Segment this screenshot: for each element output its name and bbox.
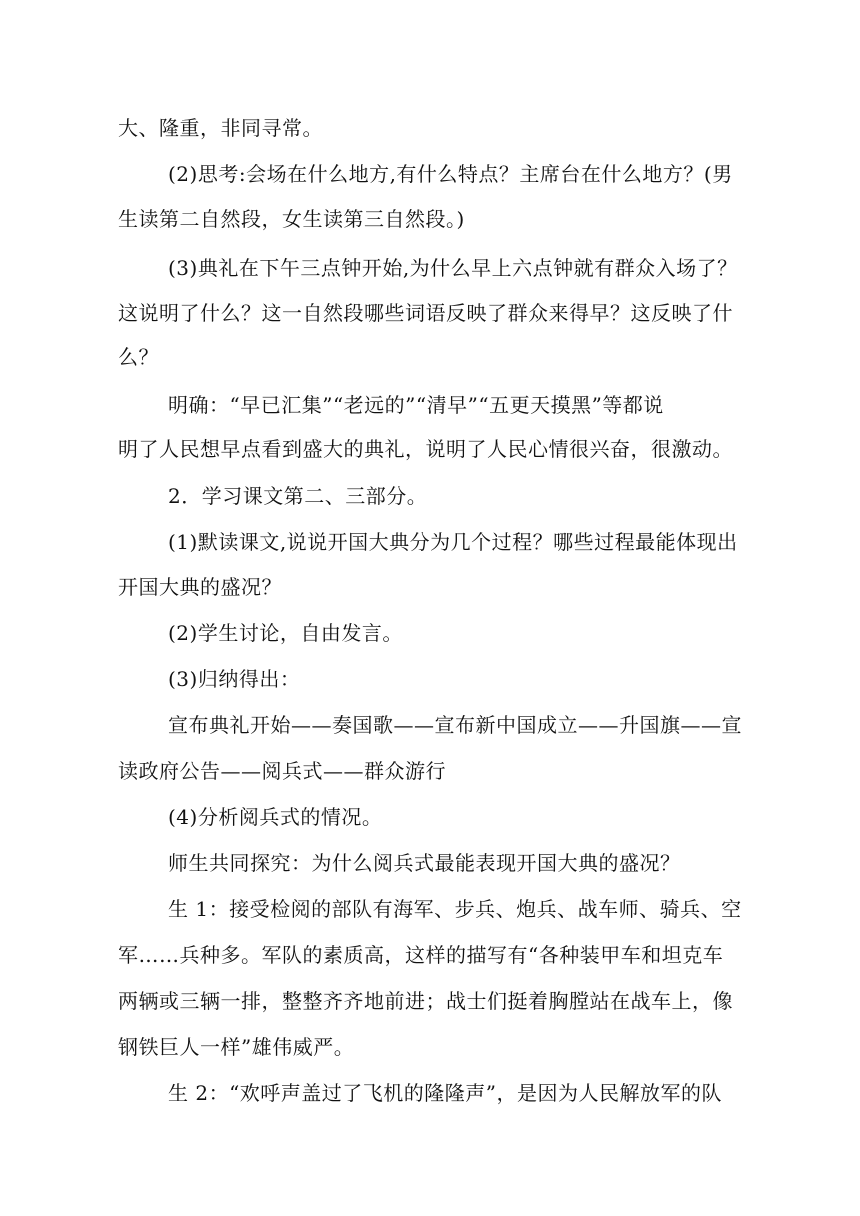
text-line: 军……兵种多。军队的素质高，这样的描写有“各种装甲车和坦克车: [118, 943, 724, 967]
section-heading: 2．学习课文第二、三部分。: [168, 484, 428, 508]
text-line: 开国大典的盛况？: [118, 575, 282, 599]
text-line: (4)分析阅兵式的情况。: [168, 805, 383, 829]
text-line: 钢铁巨人一样”雄伟威严。: [118, 1035, 355, 1059]
text-line: 生 1：接受检阅的部队有海军、步兵、炮兵、战车师、骑兵、空: [168, 897, 742, 921]
text-line: 明确：“早已汇集”“老远的”“清早”“五更天摸黑”等都说: [168, 393, 664, 417]
text-line: 师生共同探究：为什么阅兵式最能表现开国大典的盛况？: [168, 851, 681, 875]
text-line: 宣布典礼开始——奏国歌——宣布新中国成立——升国旗——宣: [168, 713, 742, 737]
text-line: 大、隆重，非同寻常。: [118, 116, 323, 140]
text-line: (2)学生讨论，自由发言。: [168, 621, 403, 645]
text-line: (3)典礼在下午三点钟开始,为什么早上六点钟就有群众入场了？: [168, 256, 738, 280]
text-line: 生读第二自然段，女生读第三自然段。): [118, 207, 465, 231]
text-line: (2)思考:会场在什么地方,有什么特点？主席台在什么地方？(男: [168, 162, 733, 186]
text-line: 生 2：“欢呼声盖过了飞机的隆隆声”，是因为人民解放军的队: [168, 1081, 723, 1105]
text-line: (3)归纳得出：: [168, 667, 301, 691]
text-line: 么？: [118, 345, 159, 369]
text-line: (1)默读课文,说说开国大典分为几个过程？哪些过程最能体现出: [168, 530, 738, 554]
text-line: 读政府公告——阅兵式——群众游行: [118, 759, 446, 783]
text-line: 明了人民想早点看到盛大的典礼，说明了人民心情很兴奋，很激动。: [118, 437, 733, 461]
text-line: 两辆或三辆一排，整整齐齐地前进；战士们挺着胸膛站在战车上，像: [118, 989, 733, 1013]
text-line: 这说明了什么？这一自然段哪些词语反映了群众来得早？这反映了什: [118, 301, 733, 325]
